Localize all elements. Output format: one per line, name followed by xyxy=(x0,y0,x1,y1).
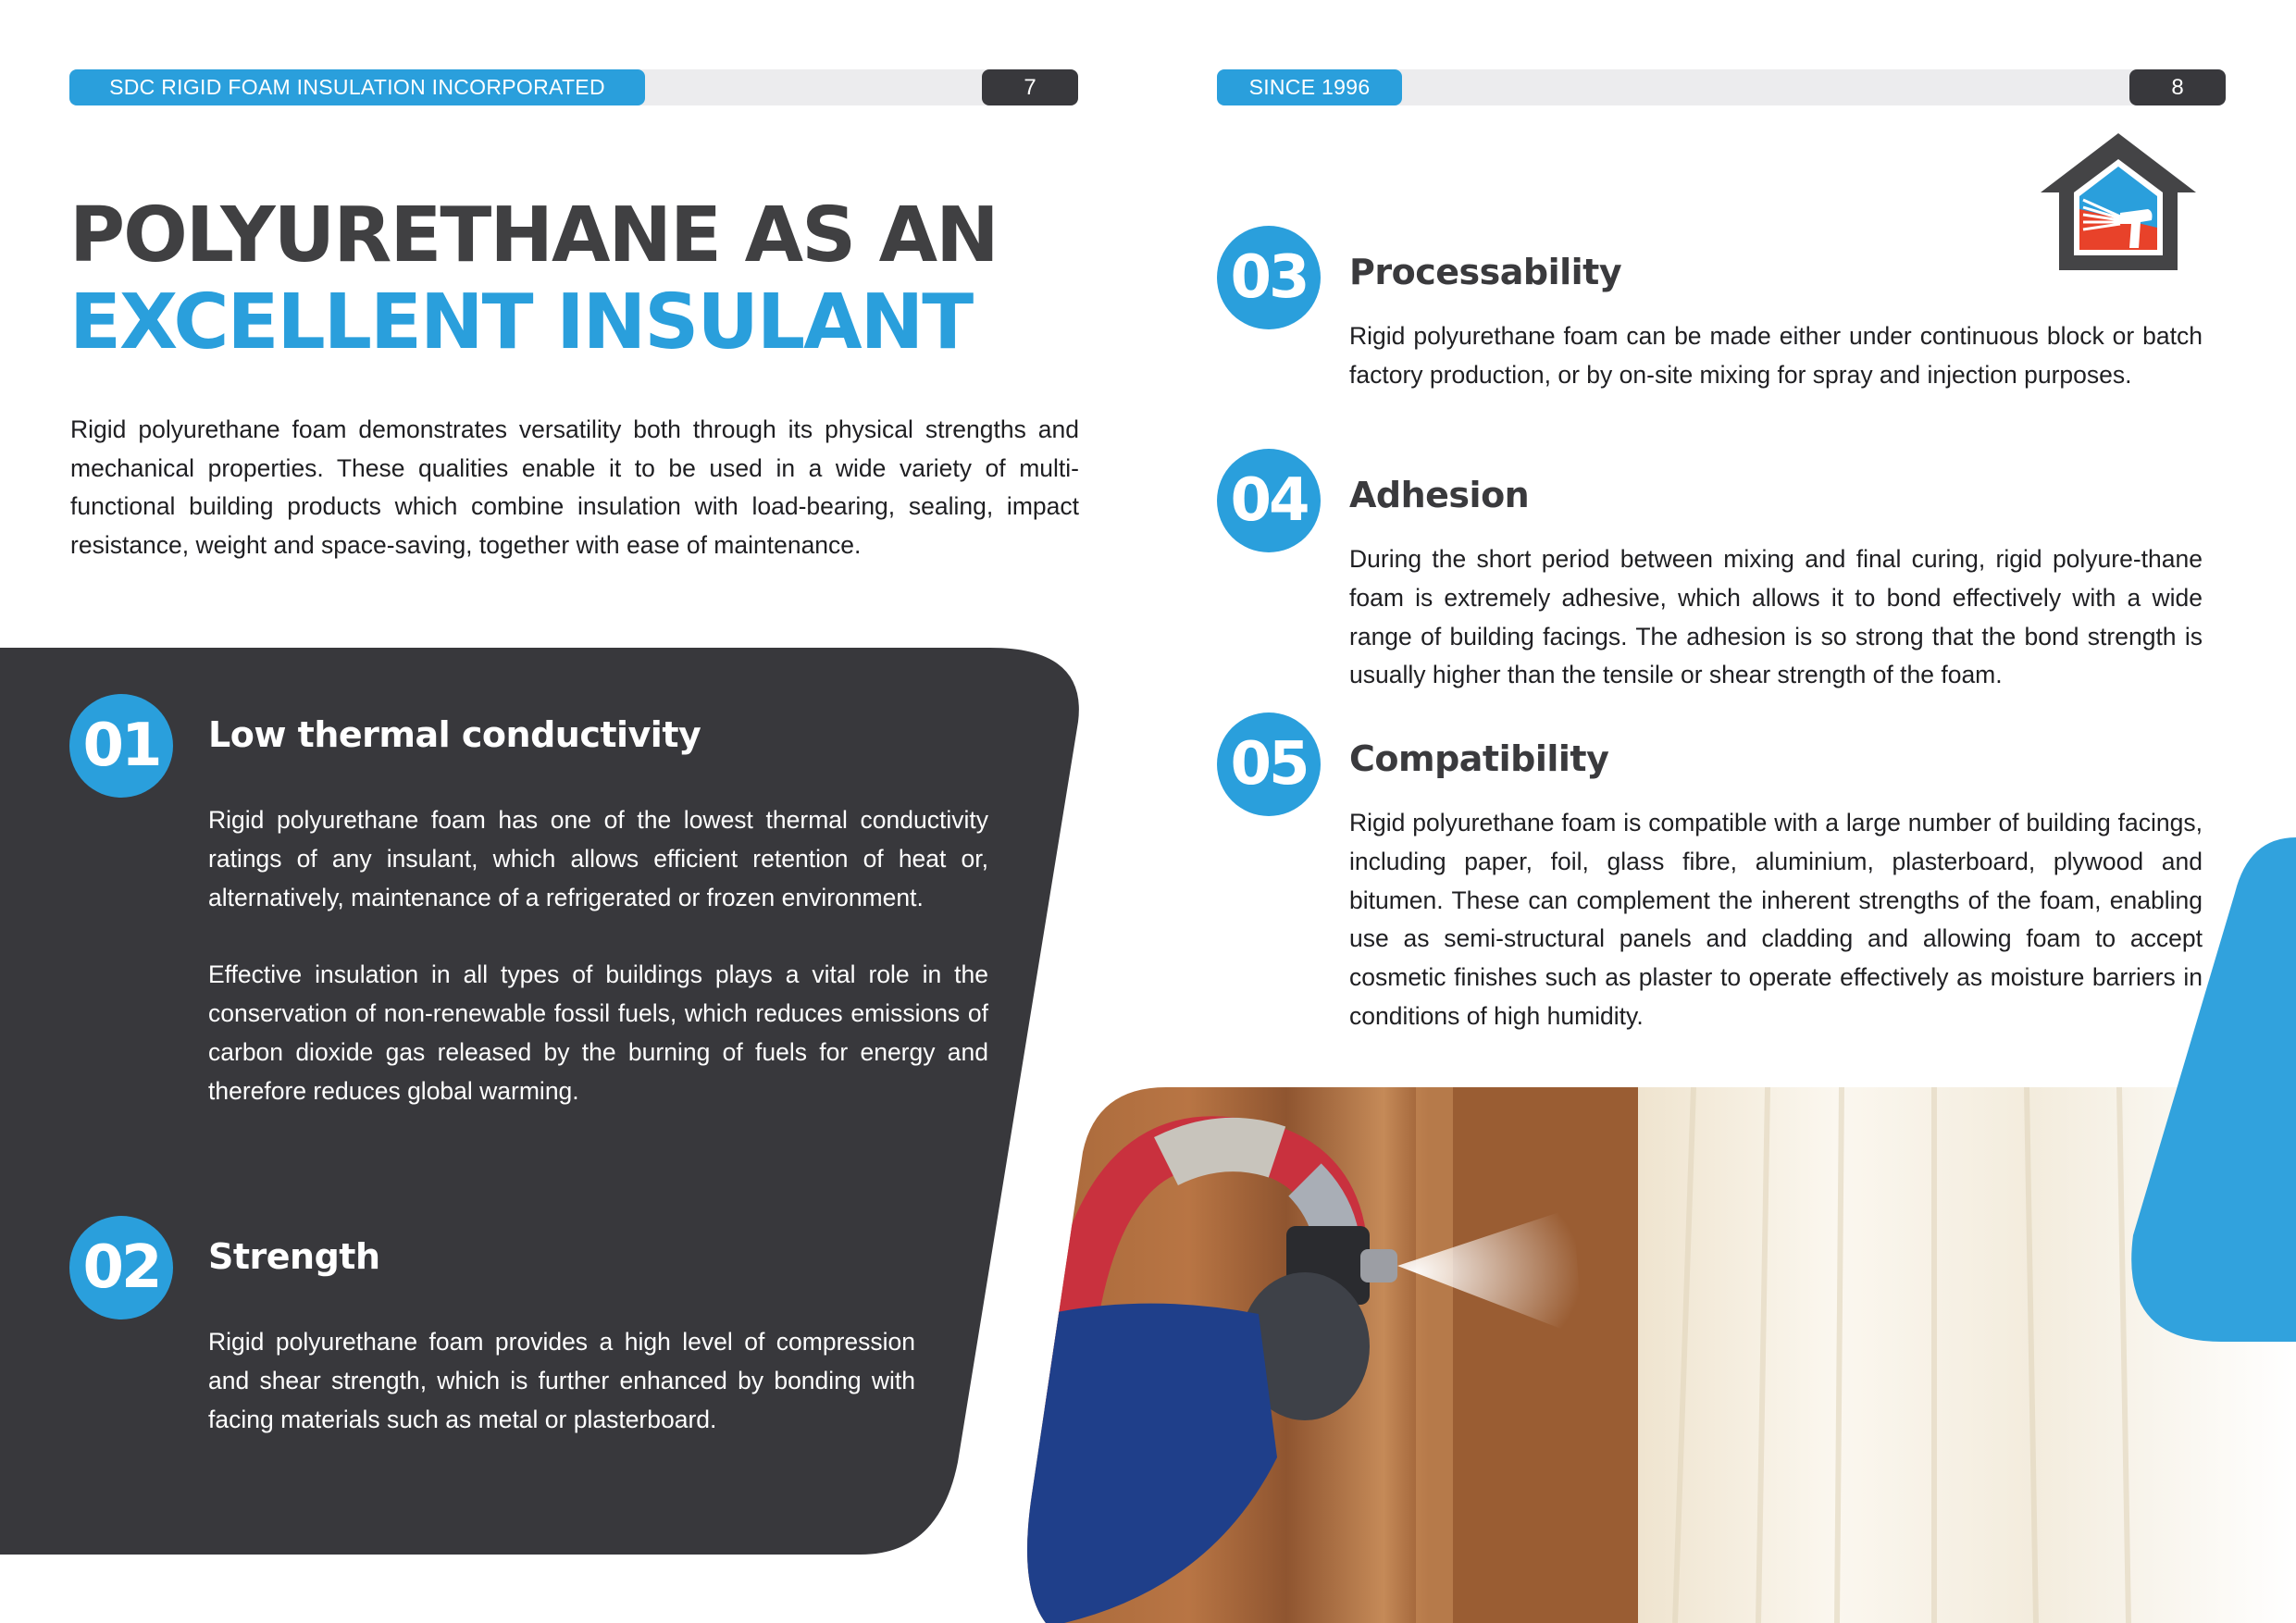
feature-paragraph: Rigid polyurethane foam is compatible with a large number of building facings, including paper, foil, glass fibre, aluminium, plasterboard, plywood and bitumen. These can complement the inherent strengths of the foam, enabling use as semi-structural panels and cladding and allowing foam to accept cosmetic finishes such as plaster to operate effectively as moisture barriers in conditions of high humidity. xyxy=(1349,809,2203,1030)
page-number-left: 7 xyxy=(982,69,1078,105)
feature-title: Strength xyxy=(208,1236,380,1277)
page-number-right: 8 xyxy=(2129,69,2226,105)
intro-paragraph: Rigid polyurethane foam demonstrates versatility both through its physical strengths and mechanical properties. These qualities enable it to be used in a wide variety of multi-functional building products which combine insulation with load-bearing, sealing, impact resistance, weight and space-saving, together with ease of maintenance. xyxy=(70,415,1079,559)
dark-feature-panel xyxy=(0,648,1083,1555)
feature-title: Adhesion xyxy=(1349,475,1530,515)
since-label: SINCE 1996 xyxy=(1217,69,1402,105)
page-title-line2: EXCELLENT INSULANT xyxy=(69,279,973,366)
feature-paragraph: Rigid polyurethane foam can be made either under continuous block or batch factory production, or by on-site mixing for spray and injection purposes. xyxy=(1349,322,2203,389)
feature-number-badge: 03 xyxy=(1217,226,1321,329)
feature-text xyxy=(1349,540,2203,695)
feature-number-badge: 01 xyxy=(69,694,173,798)
feature-text xyxy=(1349,317,2203,395)
feature-text xyxy=(208,801,988,1110)
company-name-label: SDC RIGID FOAM INSULATION INCORPORATED xyxy=(69,69,645,105)
feature-title: Compatibility xyxy=(1349,738,1609,779)
feature-number-badge: 02 xyxy=(69,1216,173,1319)
header-bar-right xyxy=(1217,69,2226,105)
house-spray-gun-logo-icon xyxy=(2039,131,2198,272)
feature-paragraph: Rigid polyurethane foam provides a high level of compression and shear strength, which is further enhanced by bonding with facing materials such as metal or plasterboard. xyxy=(208,1328,915,1433)
page-title xyxy=(69,192,998,366)
feature-number-badge: 04 xyxy=(1217,449,1321,552)
feature-text xyxy=(1349,804,2203,1036)
blue-accent-shape xyxy=(2128,837,2296,1342)
header-bar-left xyxy=(69,69,1078,105)
feature-text xyxy=(208,1323,915,1439)
feature-title: Low thermal conductivity xyxy=(208,714,701,755)
page-title-line1: POLYURETHANE AS AN xyxy=(69,192,998,279)
feature-number-badge: 05 xyxy=(1217,712,1321,816)
feature-paragraph: Rigid polyurethane foam has one of the lowest thermal conductivity ratings of any insulant, which allows efficient retention of heat or, alternatively, maintenance of a refrigerated or frozen environment. xyxy=(208,806,988,911)
feature-title: Processability xyxy=(1349,252,1622,292)
worker-spraying-foam-insulation-photo xyxy=(1027,1087,2296,1623)
feature-paragraph: Effective insulation in all types of buildings plays a vital role in the conservation of non-renewable fossil fuels, which reduces emissions of carbon dioxide gas released by the burning of fuels for energy and therefore reduces global warming. xyxy=(208,960,988,1105)
feature-paragraph: During the short period between mixing and final curing, rigid polyure-thane foam is extremely adhesive, which allows it to bond effectively with a wide range of building facings. The adhesion is so strong that the bond strength is usually higher than the tensile or shear strength of the foam. xyxy=(1349,545,2203,689)
